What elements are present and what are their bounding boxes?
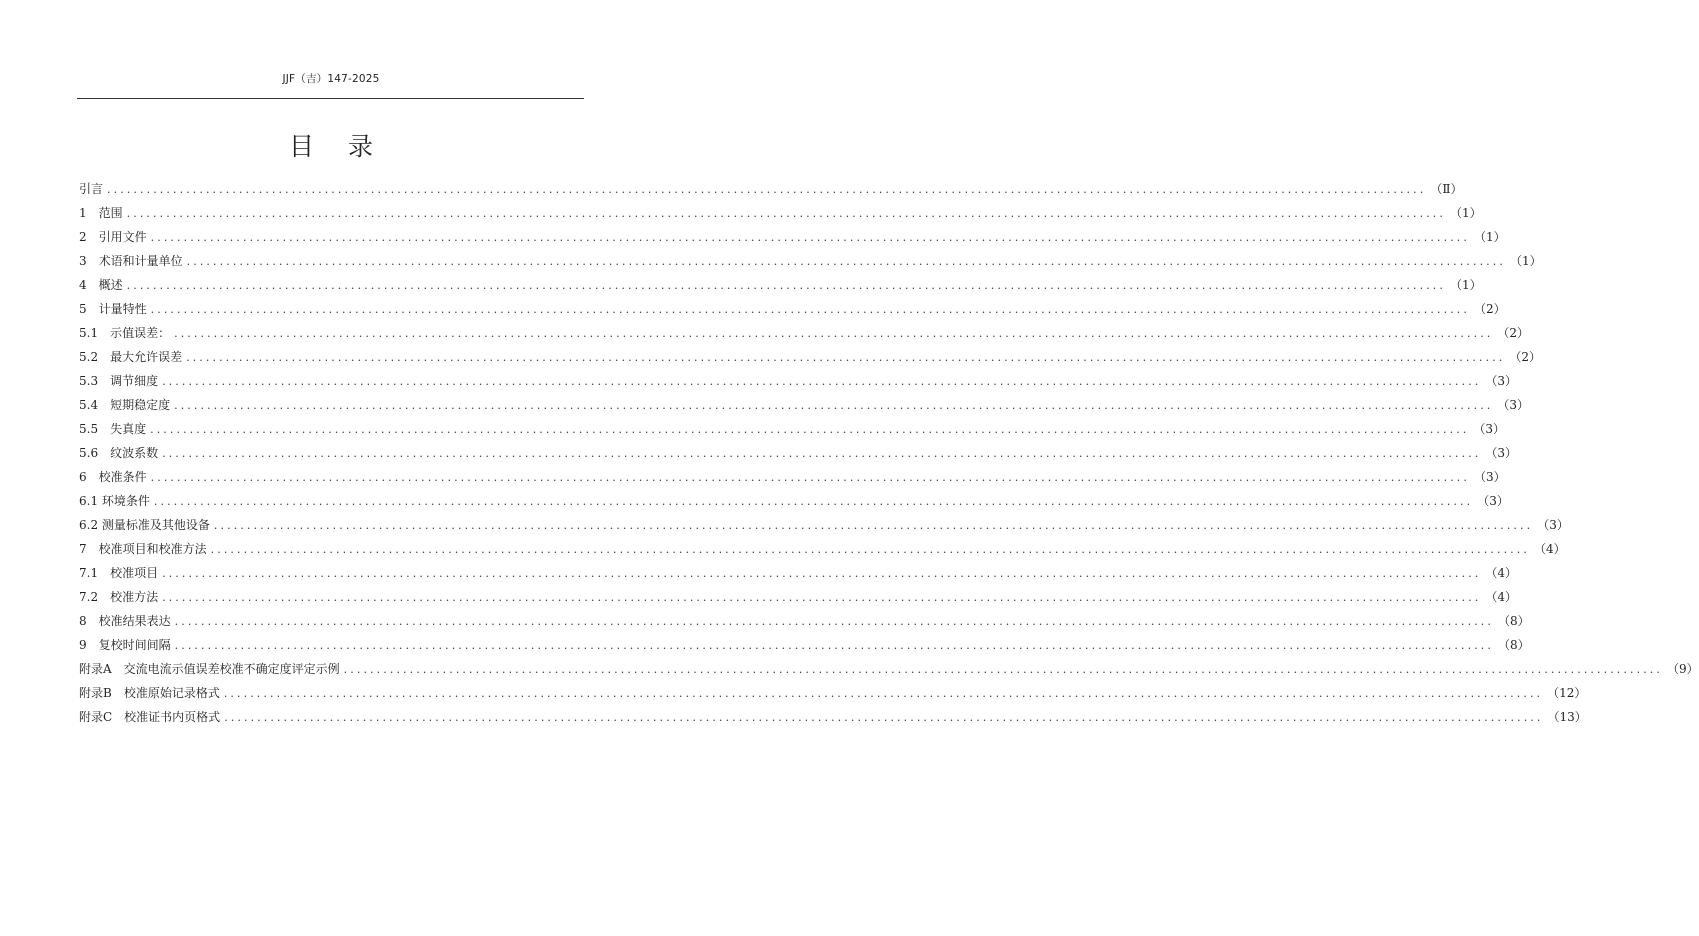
document-code-header: JJF（吉）147-2025	[282, 73, 380, 85]
toc-entry-label: 5.2 最大允许误差	[79, 350, 183, 364]
toc-entry[interactable]	[79, 273, 1482, 297]
toc-entry-page: （3）	[1497, 398, 1530, 412]
toc-dot-leader: ........................................................................................................................................................................................................	[174, 639, 1494, 652]
toc-entry[interactable]	[79, 561, 1518, 585]
toc-entry-page: （1）	[1509, 254, 1542, 268]
toc-dot-leader: ........................................................................................................................................................................................................	[186, 351, 1506, 364]
toc-entry-label: 3 术语和计量单位	[79, 254, 183, 268]
toc-entry-label: 4 概述	[79, 278, 123, 292]
toc-entry-label: 6.1 环境条件	[79, 494, 150, 508]
toc-entry[interactable]	[79, 705, 1587, 729]
toc-entry[interactable]	[79, 513, 1569, 537]
toc-dot-leader: ........................................................................................................................................................................................................	[150, 423, 1470, 436]
toc-entry-label: 5.1 示值误差：	[79, 326, 171, 340]
toc-entry-label: 引言	[79, 182, 104, 196]
toc-entry-label: 1 范围	[79, 206, 123, 220]
toc-entry-label: 6.2 测量标准及其他设备	[79, 518, 210, 532]
toc-dot-leader: ........................................................................................................................................................................................................	[210, 543, 1530, 556]
toc-entry-label: 7.1 校准项目	[79, 566, 159, 580]
toc-entry-page: （1）	[1473, 230, 1506, 244]
toc-entry-label: 7 校准项目和校准方法	[79, 542, 207, 556]
toc-dot-leader: ........................................................................................................................................................................................................	[174, 615, 1494, 628]
toc-entry-label: 5.4 短期稳定度	[79, 398, 171, 412]
toc-dot-leader: ........................................................................................................................................................................................................	[150, 303, 1470, 316]
toc-entry[interactable]	[79, 585, 1518, 609]
toc-entry[interactable]	[79, 249, 1542, 273]
toc-entry-label: 8 校准结果表达	[79, 614, 171, 628]
header-rule	[77, 98, 584, 99]
toc-dot-leader: ........................................................................................................................................................................................................	[174, 399, 1494, 412]
toc-dot-leader: ........................................................................................................................................................................................................	[343, 663, 1663, 676]
toc-entry-label: 附录B 校准原始记录格式	[79, 686, 220, 700]
toc-entry[interactable]	[79, 657, 1699, 681]
toc-entry-label: 9 复校时间间隔	[79, 638, 171, 652]
toc-entry[interactable]	[79, 201, 1482, 225]
toc-dot-leader: ........................................................................................................................................................................................................	[150, 231, 1470, 244]
toc-entry-page: （3）	[1537, 518, 1569, 532]
toc-entry[interactable]	[79, 225, 1506, 249]
toc-dot-leader: ........................................................................................................................................................................................................	[162, 375, 1482, 388]
toc-entry-page: （1）	[1449, 278, 1482, 292]
toc-entry-page: （4）	[1533, 542, 1566, 556]
toc-entry-page: （4）	[1485, 566, 1518, 580]
toc-entry-label: 5.6 纹波系数	[79, 446, 159, 460]
toc-entry-label: 7.2 校准方法	[79, 590, 159, 604]
toc-entry-page: （8）	[1497, 614, 1530, 628]
toc-dot-leader: ........................................................................................................................................................................................................	[162, 591, 1482, 604]
toc-dot-leader: ........................................................................................................................................................................................................	[126, 207, 1446, 220]
toc-entry[interactable]	[79, 417, 1506, 441]
toc-dot-leader: ........................................................................................................................................................................................................	[107, 183, 1427, 196]
toc-dot-leader: ........................................................................................................................................................................................................	[223, 687, 1544, 700]
toc-entry[interactable]	[79, 345, 1542, 369]
toc-entry-page: （3）	[1485, 446, 1518, 460]
toc-entry-page: （Ⅱ）	[1430, 182, 1463, 196]
toc-entry-page: （2）	[1497, 326, 1530, 340]
toc-entry[interactable]	[79, 633, 1530, 657]
toc-entry[interactable]	[79, 681, 1587, 705]
toc-entry[interactable]	[79, 369, 1518, 393]
toc-entry[interactable]	[79, 177, 1463, 201]
toc-entry-label: 5.3 调节细度	[79, 374, 159, 388]
toc-dot-leader: ........................................................................................................................................................................................................	[162, 447, 1482, 460]
toc-entry-label: 5.5 失真度	[79, 422, 147, 436]
toc-entry-page: （12）	[1547, 686, 1587, 700]
toc-entry-page: （13）	[1547, 710, 1587, 724]
toc-entry-label: 2 引用文件	[79, 230, 147, 244]
toc-entry[interactable]	[79, 321, 1530, 345]
toc-dot-leader: ........................................................................................................................................................................................................	[213, 519, 1534, 532]
toc-entry-page: （3）	[1473, 470, 1506, 484]
toc-entry[interactable]	[79, 465, 1506, 489]
toc-entry-label: 附录A 交流电流示值误差校准不确定度评定示例	[79, 662, 340, 676]
toc-entry-label: 附录C 校准证书内页格式	[79, 710, 221, 724]
toc-entry-page: （4）	[1485, 590, 1518, 604]
toc-dot-leader: ........................................................................................................................................................................................................	[162, 567, 1482, 580]
toc-entry-label: 6 校准条件	[79, 470, 147, 484]
toc-entry[interactable]	[79, 393, 1530, 417]
toc-entry[interactable]	[79, 297, 1506, 321]
toc-dot-leader: ........................................................................................................................................................................................................	[150, 471, 1470, 484]
toc-entry[interactable]	[79, 609, 1530, 633]
table-of-contents	[79, 177, 1699, 729]
toc-entry-page: （9）	[1667, 662, 1699, 676]
toc-entry-page: （3）	[1473, 422, 1506, 436]
toc-entry[interactable]	[79, 537, 1566, 561]
page-title: 目录	[288, 132, 407, 161]
toc-entry-page: （3）	[1477, 494, 1509, 508]
toc-dot-leader: ........................................................................................................................................................................................................	[224, 711, 1544, 724]
toc-entry-page: （2）	[1473, 302, 1506, 316]
toc-dot-leader: ........................................................................................................................................................................................................	[174, 327, 1494, 340]
toc-entry-page: （1）	[1449, 206, 1482, 220]
toc-dot-leader: ........................................................................................................................................................................................................	[153, 495, 1474, 508]
toc-entry-page: （8）	[1497, 638, 1530, 652]
toc-dot-leader: ........................................................................................................................................................................................................	[126, 279, 1446, 292]
toc-entry-page: （2）	[1509, 350, 1542, 364]
toc-entry-page: （3）	[1485, 374, 1518, 388]
toc-dot-leader: ........................................................................................................................................................................................................	[186, 255, 1506, 268]
toc-entry[interactable]	[79, 489, 1509, 513]
toc-entry-label: 5 计量特性	[79, 302, 147, 316]
toc-entry[interactable]	[79, 441, 1518, 465]
